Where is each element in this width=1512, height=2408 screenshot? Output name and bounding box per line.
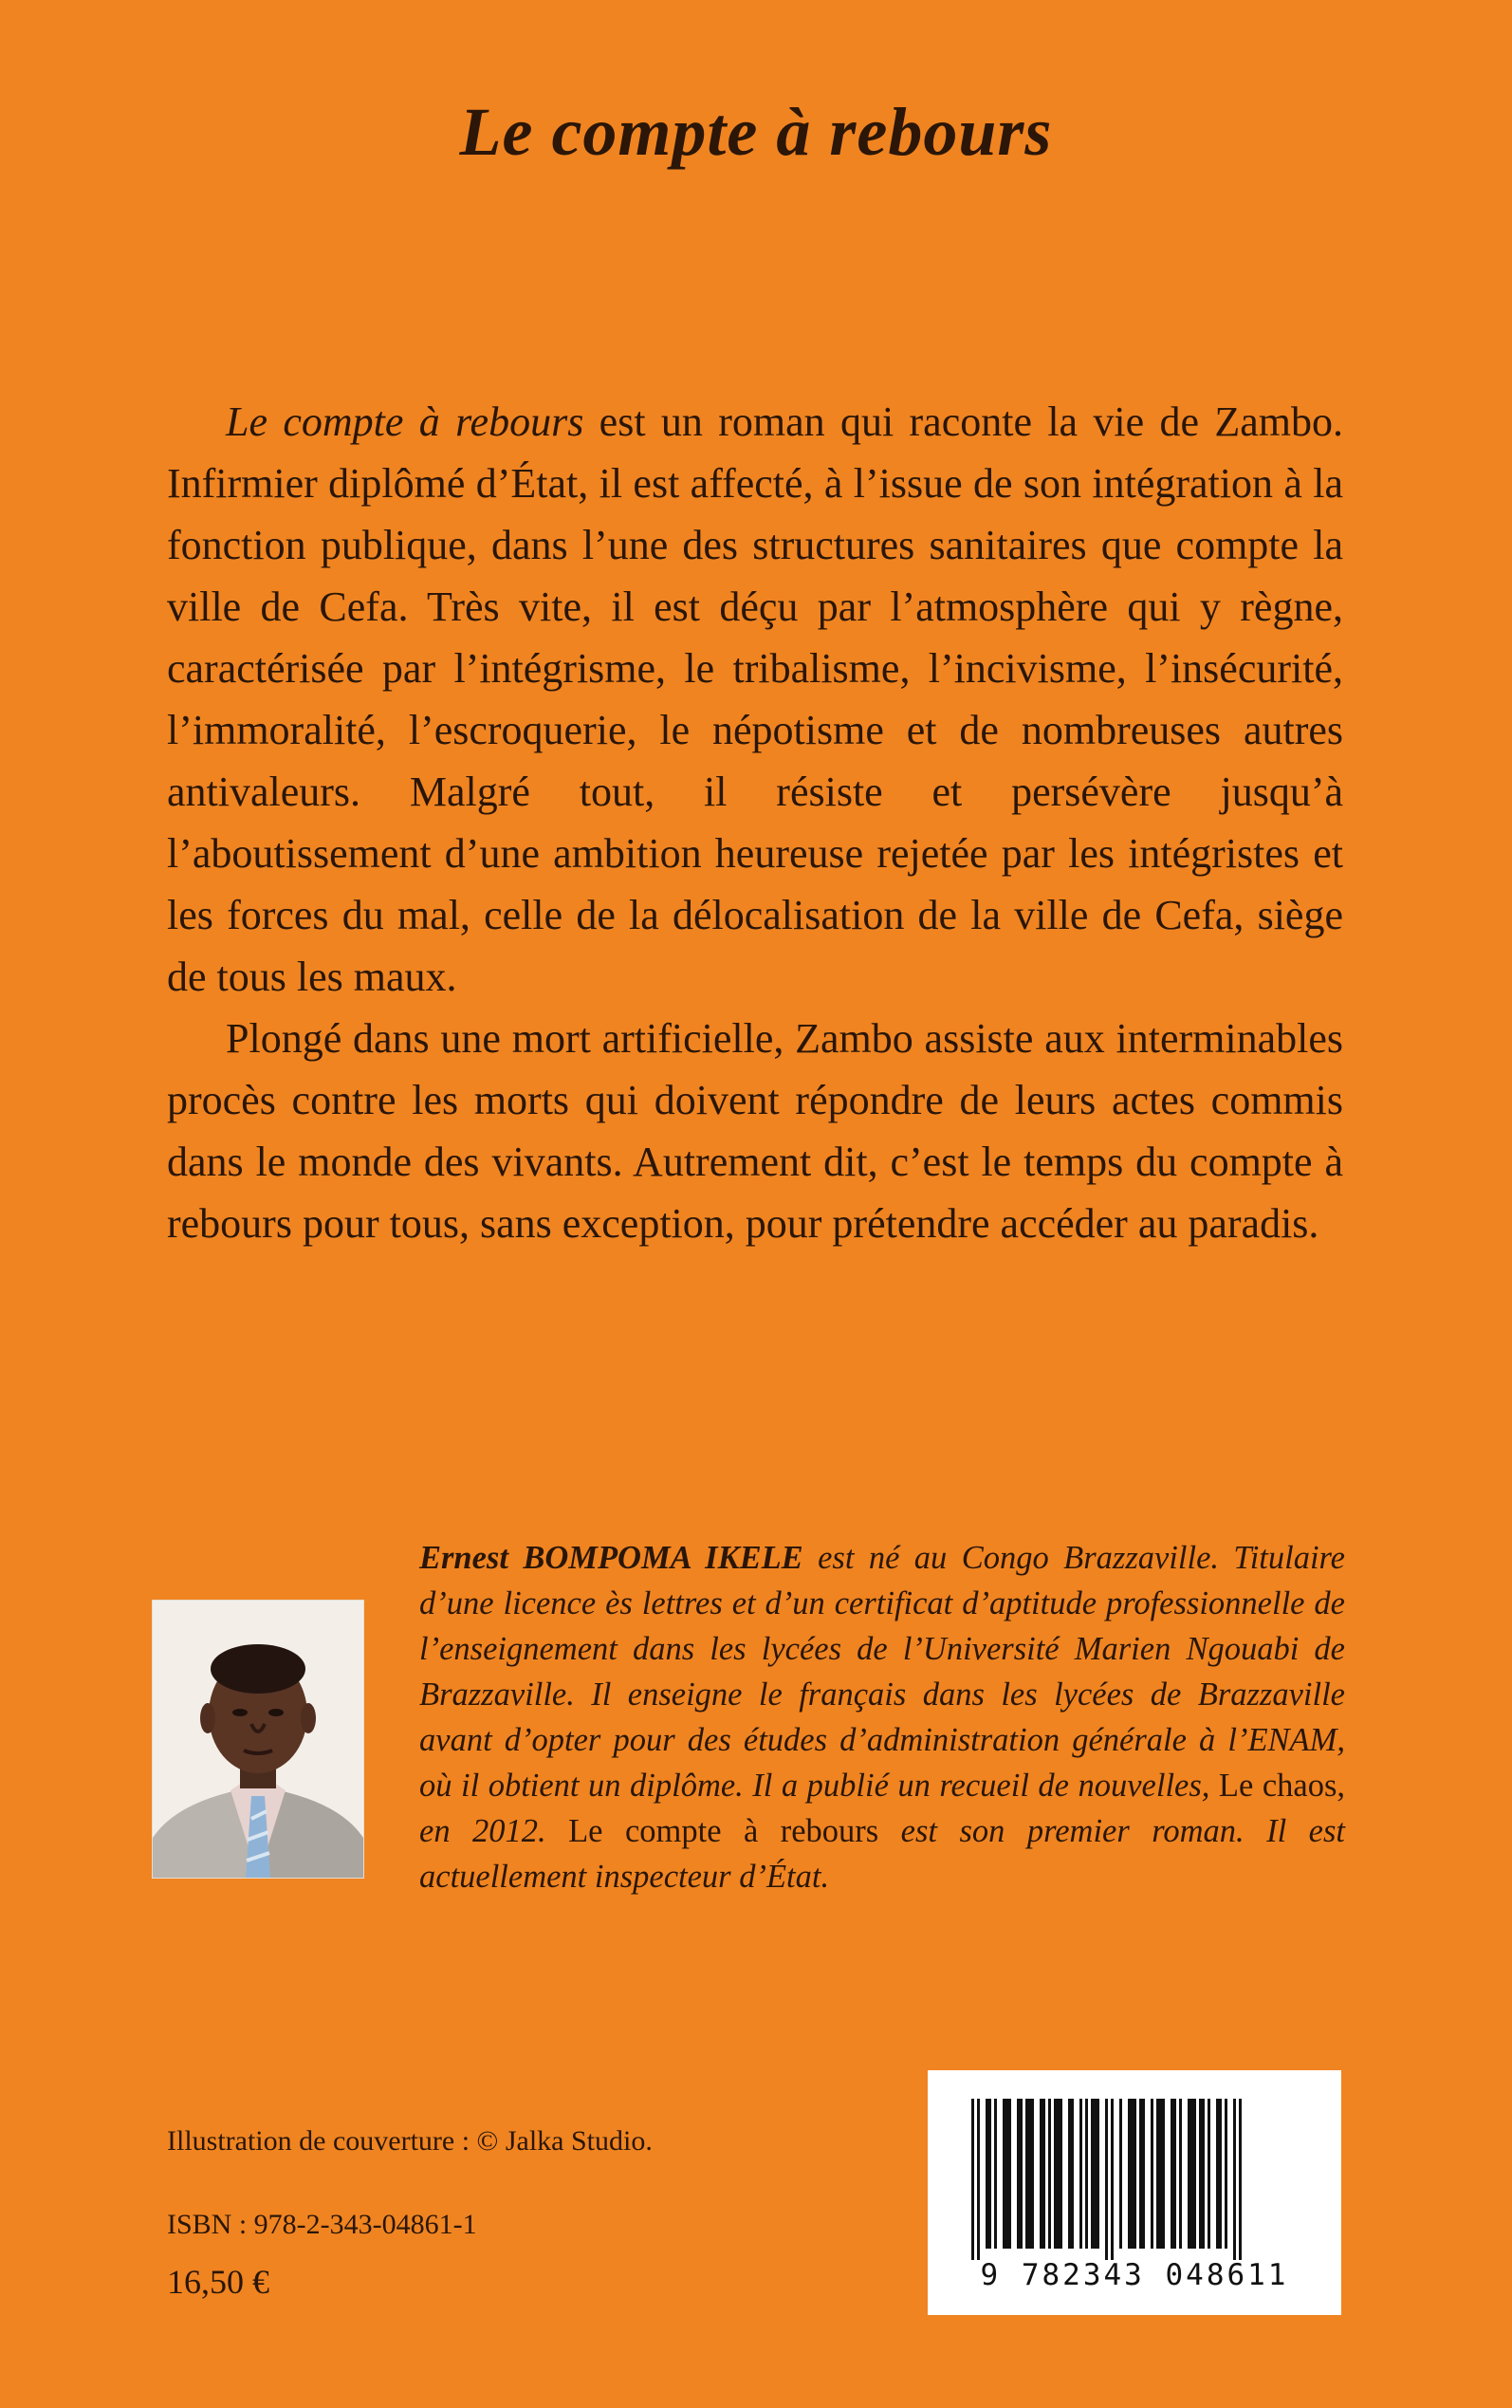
author-name: Ernest BOMPOMA IKELE	[419, 1540, 803, 1576]
barcode-guard-bar	[971, 2099, 974, 2260]
bio-book-1: Le chaos,	[1218, 1768, 1345, 1804]
isbn: ISBN : 978-2-343-04861-1	[167, 2209, 477, 2240]
barcode-bar	[1054, 2099, 1062, 2249]
barcode-bars	[928, 2070, 1341, 2260]
barcode-guard-bar	[1239, 2099, 1242, 2260]
barcode	[928, 2070, 1341, 2315]
book-title: Le compte à rebours	[459, 94, 1053, 170]
barcode-bar	[1208, 2099, 1210, 2249]
synopsis-paragraph-1-text: est un roman qui raconte la vie de Zambo. Infirmier diplômé d’État, il est affecté, à l’issue de son intégration à la fonction publique, dans l’une des structures sanitaires que compte la ville de Cefa. Très vite, il est déçu par l’atmosphère qui y règne, caractérisée par l’intégrisme, le tribalisme, l’incivisme, l’insécurité, l’immoralité, l’escroquerie, le népotisme et de nombreuses autres antivaleurs. Malgré tout, il résiste et persévère jusqu’à l’aboutissement d’une ambition heureuse rejetée par les intégristes et les forces du mal, celle de la délocalisation de la ville de Cefa, siège de tous les maux.	[167, 398, 1344, 1000]
price: 16,50 €	[167, 2263, 269, 2301]
synopsis-paragraph-1	[167, 391, 1343, 1008]
barcode-bar	[1068, 2099, 1074, 2249]
barcode-bar	[1179, 2099, 1182, 2249]
barcode-bar	[1171, 2099, 1176, 2249]
barcode-bar	[1199, 2099, 1205, 2249]
barcode-bar	[1003, 2099, 1011, 2249]
barcode-bar	[1139, 2099, 1145, 2249]
barcode-bar	[1225, 2099, 1227, 2249]
barcode-bar	[1156, 2099, 1165, 2249]
author-portrait-image	[153, 1601, 363, 1878]
barcode-bar	[1085, 2099, 1088, 2249]
barcode-digits: 9 782343 048611	[980, 2258, 1289, 2292]
barcode-bar	[1128, 2099, 1136, 2249]
bio-text-1: est né au Congo Brazzaville. Titulaire d’une licence ès lettres et d’un certificat d’aptitude professionnelle de l’enseignement dans les lycées de l’Université Marien Ngouabi de Brazzaville. Il enseigne le français dans les lycées de Brazzaville avant d’opter pour des études d’administration générale à l’ENAM, où il obtient un diplôme. Il a publié un recueil de nouvelles,	[419, 1540, 1345, 1804]
barcode-bar	[1216, 2099, 1222, 2249]
barcode-bar	[1119, 2099, 1122, 2249]
cover-credit: Illustration de couverture : © Jalka Studio.	[167, 2125, 653, 2157]
barcode-bar	[1079, 2099, 1082, 2249]
barcode-bar	[1091, 2099, 1099, 2249]
barcode-guard-bar	[1233, 2099, 1236, 2260]
bio-text-3: est son premier roman. Il est actuellement inspecteur d’État.	[419, 1813, 1345, 1895]
barcode-bar	[1188, 2099, 1196, 2249]
barcode-bar	[986, 2099, 991, 2249]
barcode-guard-bar	[1105, 2099, 1108, 2260]
synopsis-book-title: Le compte à rebours	[226, 398, 584, 445]
barcode-bar	[994, 2099, 997, 2249]
barcode-guard-bar	[1111, 2099, 1114, 2260]
barcode-bar	[1017, 2099, 1023, 2249]
synopsis	[167, 391, 1343, 1254]
barcode-bar	[1040, 2099, 1045, 2249]
bio-book-2: Le compte à rebours	[568, 1813, 879, 1849]
barcode-bar	[1151, 2099, 1153, 2249]
bio-text-2: en 2012.	[419, 1813, 569, 1849]
barcode-guard-bar	[977, 2099, 980, 2260]
barcode-bar	[1025, 2099, 1034, 2249]
author-photo	[152, 1600, 364, 1879]
author-biography	[419, 1535, 1345, 1899]
synopsis-paragraph-2: Plongé dans une mort artificielle, Zambo assiste aux interminables procès contre les morts qui doivent répondre de leurs actes commis dans le monde des vivants. Autrement dit, c’est le temps du compte à rebours pour tous, sans exception, pour prétendre accéder au paradis.	[167, 1015, 1343, 1247]
barcode-bar	[1048, 2099, 1051, 2249]
